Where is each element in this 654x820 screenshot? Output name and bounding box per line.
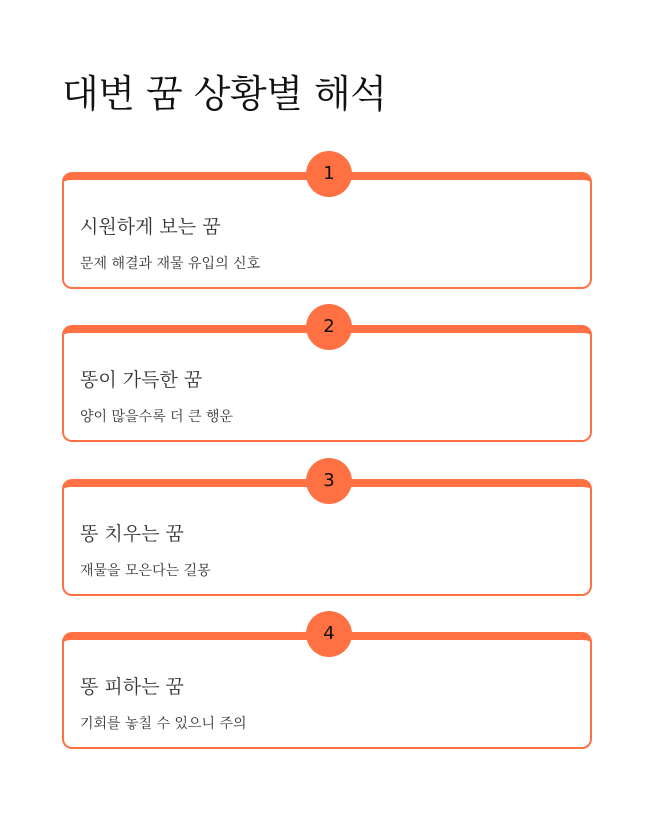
step-number-badge: 3 [306, 458, 352, 504]
card-description: 문제 해결과 재물 유입의 신호 [80, 256, 261, 272]
card-title: 시원하게 보는 꿈 [80, 216, 221, 238]
card-description: 양이 많을수록 더 큰 행운 [80, 409, 234, 425]
interpretation-card-2 [62, 316, 592, 442]
card-description: 재물을 모은다는 길몽 [80, 563, 211, 579]
step-number-badge: 1 [306, 151, 352, 197]
card-title: 똥 치우는 꿈 [80, 523, 184, 545]
card-title: 똥 피하는 꿈 [80, 676, 184, 698]
interpretation-card-1 [62, 163, 592, 289]
card-description: 기회를 놓칠 수 있으니 주의 [80, 716, 247, 732]
interpretation-card-4 [62, 623, 592, 749]
page-title: 대변 꿈 상황별 해석 [62, 72, 387, 116]
step-number-badge: 2 [306, 304, 352, 350]
interpretation-card-3 [62, 470, 592, 596]
card-title: 똥이 가득한 꿈 [80, 369, 203, 391]
step-number-badge: 4 [306, 611, 352, 657]
